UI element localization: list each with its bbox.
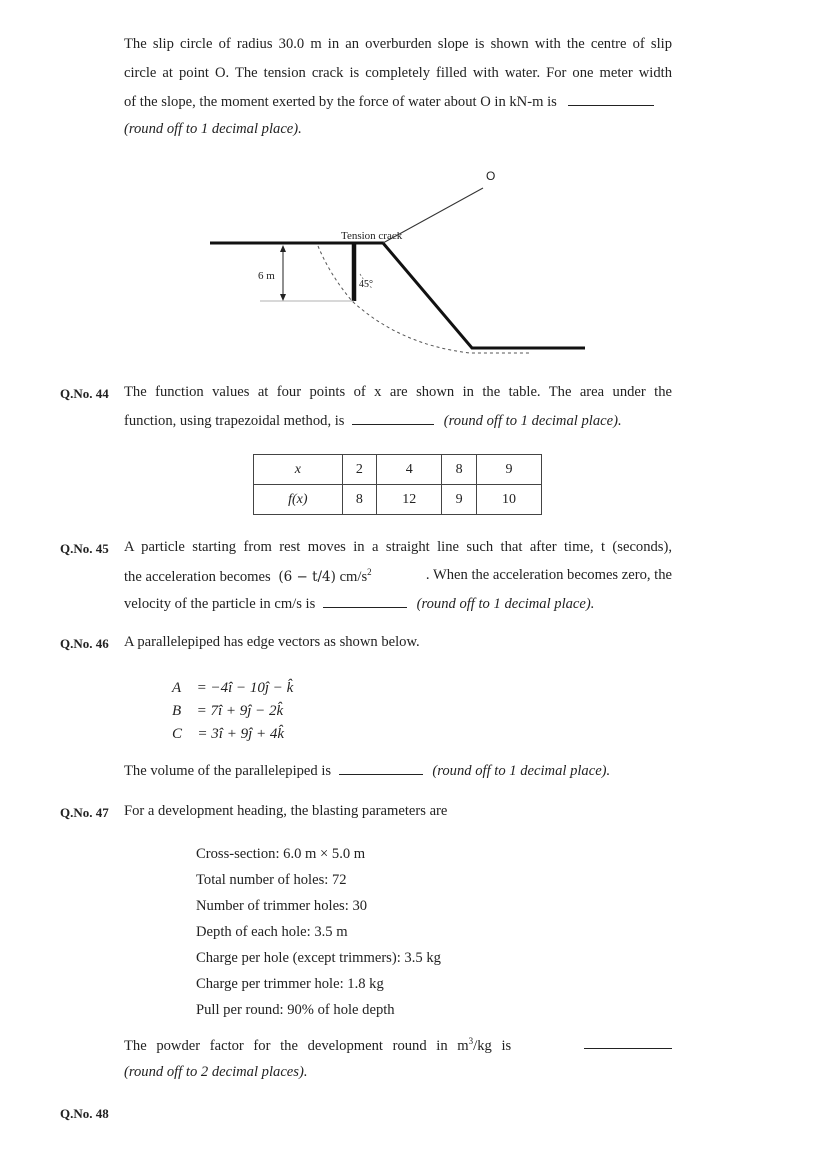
q47-round: (round off to 2 decimal places). (124, 1064, 308, 1080)
vector-c: C⃗ = 3î + 9ĵ + 4k̂ (172, 726, 285, 742)
q45-line-2-b: . When the acceleration becomes zero, the (425, 567, 672, 583)
depth-arrow-head-bottom (280, 294, 286, 301)
q45-line-1: A particle starting from rest moves in a straight line such that after time, t (seconds), (124, 539, 672, 555)
table-cell: 8 (442, 455, 477, 485)
table-header-x: x (254, 455, 343, 485)
q45-line-2-a (124, 567, 372, 586)
q45-line-3-text: velocity of the particle in cm/s is (124, 596, 316, 612)
q45-unit-text: cm/s (339, 568, 368, 585)
param-cross-section: Cross-section: 6.0 m × 5.0 m (196, 846, 366, 862)
q43-line-3 (124, 93, 654, 111)
param-charge-per-hole: Charge per hole (except trimmers): 3.5 kg (196, 950, 441, 966)
q43-round: (round off to 1 decimal place). (124, 121, 302, 137)
q43-line-2: circle at point O. The tension crack is completely filled with water. For one meter width (124, 65, 672, 81)
q43-answer-blank (568, 93, 654, 106)
q45-expression: (6 − t/4) (278, 568, 336, 585)
q46-answer-blank (339, 762, 423, 775)
q47-powder-text-a: The powder factor for the development round in m (124, 1037, 469, 1054)
angle-label: 45° (359, 279, 373, 290)
param-total-holes: Total number of holes: 72 (196, 872, 347, 888)
q47-number: Q.No. 47 (60, 805, 109, 820)
q45-answer-blank (323, 595, 407, 608)
q48-number: Q.No. 48 (60, 1106, 109, 1121)
tension-crack-label: Tension crack (341, 230, 403, 242)
q44-line-1: The function values at four points of x are shown in the table. The area under the (124, 384, 672, 400)
q45-line-3 (124, 595, 594, 613)
table-cell: 9 (476, 455, 541, 485)
q45-number: Q.No. 45 (60, 541, 109, 556)
centre-label-o: O (486, 169, 496, 183)
depth-arrow-head-top (280, 245, 286, 252)
q46-round: (round off to 1 decimal place). (432, 763, 611, 779)
table-header-fx: f(x) (254, 485, 343, 515)
q44-line-2 (124, 412, 622, 430)
table-cell: 4 (377, 455, 442, 485)
q47-intro: For a development heading, the blasting parameters are (124, 803, 448, 819)
table-cell: 12 (377, 485, 442, 515)
table-cell: 2 (342, 455, 377, 485)
q45-line-2 (124, 567, 672, 586)
q46-volume-text: The volume of the parallelepiped is (124, 763, 332, 779)
param-hole-depth: Depth of each hole: 3.5 m (196, 924, 348, 940)
table-cell: 10 (476, 485, 541, 515)
q47-powder-text-b: /kg is (473, 1037, 512, 1054)
table-row-fx (254, 485, 542, 515)
q44-answer-blank (352, 412, 434, 425)
q47-powder-line (124, 1036, 672, 1055)
q47-powder-text: The powder factor for the development round in $m^3/kg$ is (124, 1036, 512, 1054)
param-pull: Pull per round: 90% of hole depth (196, 1002, 395, 1018)
q45-line-2-text: the acceleration becomes (124, 568, 271, 585)
q44-number: Q.No. 44 (60, 386, 109, 401)
q47-answer-blank (584, 1036, 672, 1049)
q46-number: Q.No. 46 (60, 636, 109, 651)
param-trimmer-holes: Number of trimmer holes: 30 (196, 898, 368, 914)
table-cell: 9 (442, 485, 477, 515)
table-cell: 8 (342, 485, 377, 515)
vector-b: B⃗ = 7î + 9ĵ − 2k̂ (172, 703, 284, 719)
q44-line-2-text: function, using trapezoidal method, is (124, 413, 345, 429)
q45-round: (round off to 1 decimal place). (416, 596, 595, 612)
table-row-x (254, 455, 542, 485)
depth-label: 6 m (258, 270, 275, 282)
q43-line-3-text: of the slope, the moment exerted by the force of water about O in kN-m is (124, 94, 557, 110)
function-table (253, 454, 542, 515)
vector-a: A⃗ = −4î − 10ĵ − k̂ (172, 680, 294, 696)
slip-circle (318, 246, 530, 353)
q43-line-1: The slip circle of radius 30.0 m in an overburden slope is shown with the centre of slip (124, 36, 672, 52)
q46-volume-line (124, 762, 610, 780)
q45-unit: $cm/s^2$ (339, 567, 372, 585)
q46-intro: A parallelepiped has edge vectors as shown below. (124, 634, 420, 650)
slip-circle-diagram (200, 160, 600, 360)
param-charge-trimmer: Charge per trimmer hole: 1.8 kg (196, 976, 384, 992)
q44-round: (round off to 1 decimal place). (443, 413, 622, 429)
